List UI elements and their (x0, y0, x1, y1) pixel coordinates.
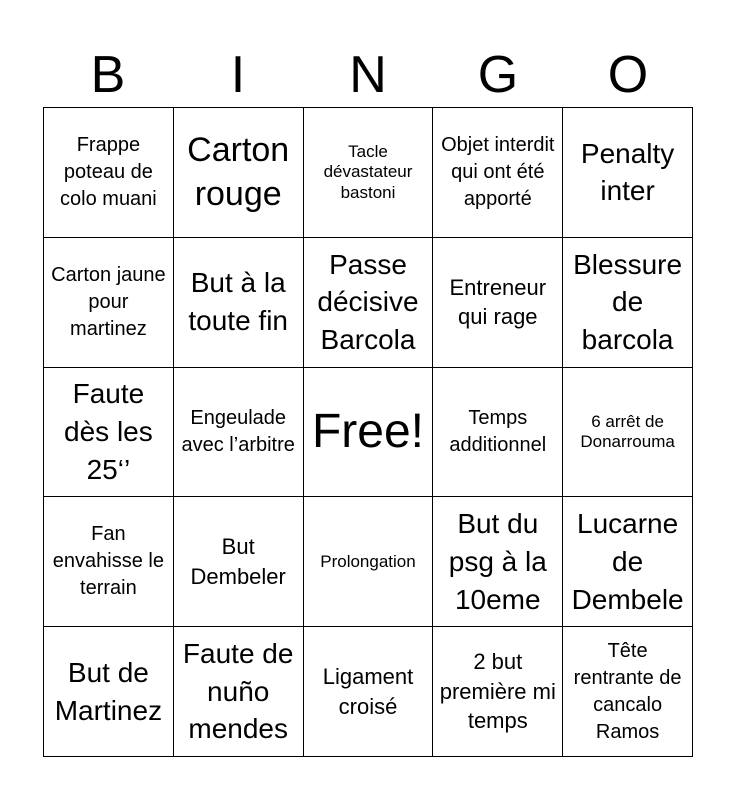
header-letter-o: O (607, 46, 649, 104)
cell-text: Penalty inter (580, 137, 675, 207)
bingo-cell[interactable] (563, 497, 693, 627)
cell-text: Faute de nuño mendes (182, 637, 294, 745)
cell-text: Temps additionnel (449, 406, 547, 456)
cell-text: But du psg à la 10eme (448, 508, 547, 615)
cell-text: Faute dès les 25‘’ (64, 378, 153, 485)
bingo-cell[interactable] (174, 238, 304, 368)
cell-text: Entreneur qui rage (449, 274, 547, 330)
header-letter-b: B (90, 46, 126, 104)
bingo-cell[interactable] (174, 497, 304, 627)
bingo-cell[interactable] (433, 627, 563, 757)
free-space-label: Free! (311, 405, 424, 459)
bingo-cell[interactable] (433, 368, 563, 498)
cell-text: Frappe poteau de colo muani (60, 133, 157, 210)
bingo-cell[interactable] (44, 368, 174, 498)
bingo-cell[interactable] (44, 627, 174, 757)
cell-text: 2 but première mi temps (439, 649, 556, 734)
bingo-card-grid (43, 107, 693, 757)
cell-text: Prolongation (320, 551, 416, 571)
cell-text: Ligament croisé (322, 663, 414, 719)
header-letter-i: I (230, 46, 246, 104)
cell-text: Engeulade avec l’arbitre (181, 406, 295, 456)
bingo-cell[interactable] (563, 108, 693, 238)
cell-text: Tête rentrante de cancalo Ramos (573, 639, 682, 743)
bingo-cell[interactable] (174, 368, 304, 498)
bingo-cell[interactable] (304, 497, 434, 627)
bingo-cell[interactable] (304, 627, 434, 757)
cell-text: Passe décisive Barcola (317, 248, 419, 356)
cell-text: Tacle dévastateur bastoni (323, 141, 413, 202)
cell-text: Lucarne de Dembele (571, 508, 684, 615)
bingo-cell[interactable] (174, 108, 304, 238)
cell-text: Carton rouge (187, 131, 290, 214)
cell-text: 6 arrêt de Donarrouma (580, 411, 675, 451)
cell-text: Objet interdit qui ont été apporté (441, 133, 555, 210)
header-letter-n: N (349, 46, 387, 104)
header-letter-g: G (477, 46, 519, 104)
bingo-cell[interactable] (304, 108, 434, 238)
cell-text: But de Martinez (54, 656, 163, 726)
bingo-cell[interactable] (44, 497, 174, 627)
cell-text: Fan envahisse le terrain (52, 523, 164, 600)
bingo-cell[interactable] (174, 627, 304, 757)
cell-text: Carton jaune pour martinez (51, 263, 166, 340)
cell-text: But Dembeler (190, 534, 286, 589)
bingo-cell[interactable] (563, 238, 693, 368)
bingo-header (43, 44, 693, 106)
bingo-cell[interactable] (563, 368, 693, 498)
bingo-cell[interactable] (433, 238, 563, 368)
cell-text: Blessure de barcola (573, 248, 683, 356)
bingo-cell[interactable] (304, 238, 434, 368)
cell-text: But à la toute fin (188, 267, 289, 337)
bingo-cell[interactable] (433, 497, 563, 627)
bingo-cell[interactable] (44, 238, 174, 368)
bingo-cell[interactable] (433, 108, 563, 238)
bingo-cell[interactable] (563, 627, 693, 757)
bingo-cell[interactable] (44, 108, 174, 238)
free-space-cell[interactable] (304, 368, 434, 498)
